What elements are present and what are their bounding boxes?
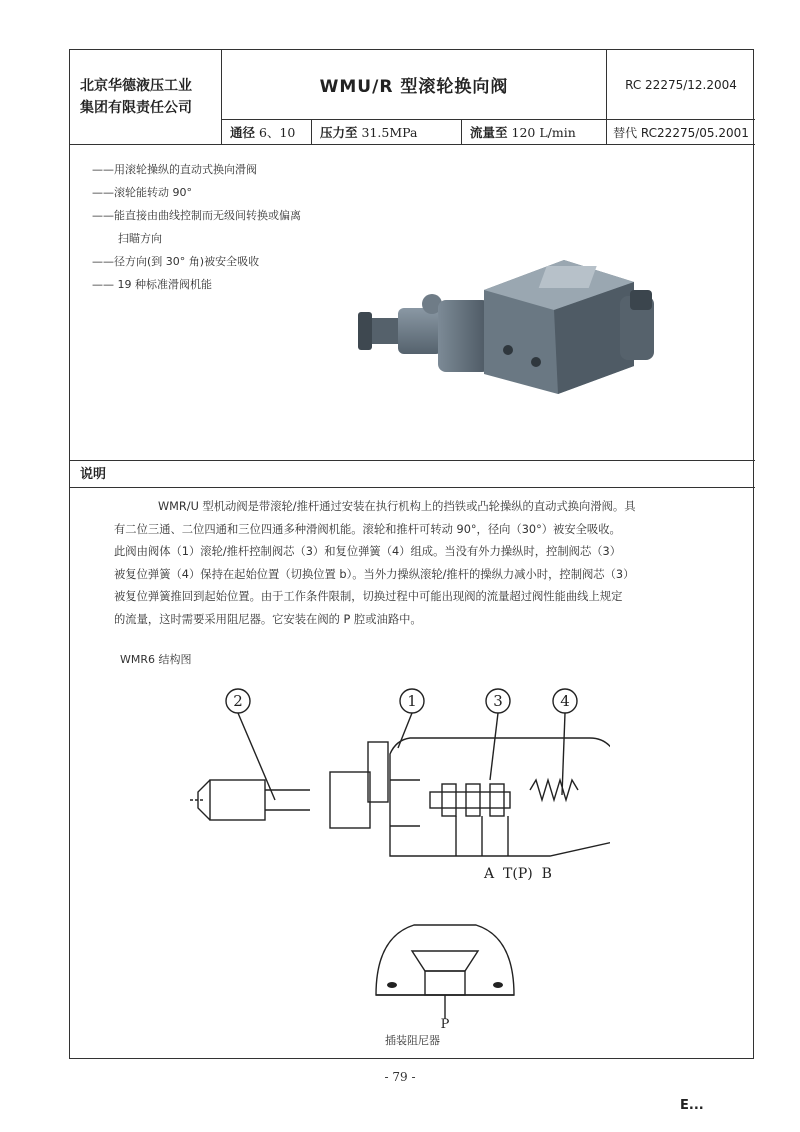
description-line: 被复位弹簧推回到起始位置。由于工作条件限制，切换过程中可能出现阀的流量超过阀性能曲线上规定	[114, 590, 623, 604]
description-line: 此阀由阀体（1）滚轮/推杆控制阀芯（3）和复位弹簧（4）组成。当没有外力操纵时，控制阀芯（3）	[114, 545, 622, 559]
section-divider-bottom	[70, 487, 755, 488]
spec-flow	[462, 120, 606, 145]
spec-size-value: 6、10	[259, 125, 296, 140]
feature-item: ——能直接由曲线控制而无级间转换或偏离	[92, 209, 301, 222]
corner-mark: E...	[680, 1098, 704, 1113]
spec-flow-label: 流量至	[470, 125, 508, 140]
damper-diagram	[370, 915, 520, 1030]
feature-item: ——滚轮能转动 90°	[92, 186, 192, 199]
feature-item: 扫瞄方向	[118, 232, 162, 245]
feature-list	[92, 158, 392, 296]
valve-photo	[358, 246, 658, 426]
feature-item: ——径方向(到 30° 角)被安全吸收	[92, 255, 260, 268]
page-title: WMU/R 型滚轮换向阀	[222, 50, 606, 120]
section-divider-top	[70, 460, 755, 461]
replaces-code: 替代 RC22275/05.2001	[606, 120, 755, 145]
page-frame	[69, 49, 754, 1059]
structure-diagram	[190, 680, 610, 880]
description-line: 有二位三通、二位四通和三位四通多种滑阀机能。滚轮和推杆可转动 90°，径向（30°）被安全吸收。	[114, 522, 621, 536]
damper-caption: 插装阻尼器	[385, 1034, 440, 1047]
description-line: 被复位弹簧（4）保持在起始位置（切换位置 b）。当外力操纵滚轮/推杆的操纵力减小时，控制阀芯（3）	[114, 567, 635, 581]
feature-item: ——用滚轮操纵的直动式换向滑阀	[92, 163, 257, 176]
spec-size-label: 通径	[230, 125, 256, 140]
company-name	[70, 50, 222, 145]
callout-label: 4	[560, 692, 570, 710]
spec-flow-value: 120 L/min	[511, 124, 576, 140]
section-title: 说明	[80, 467, 107, 482]
description-paragraph	[114, 496, 714, 632]
spec-size	[222, 120, 312, 145]
callout-label: 2	[233, 692, 243, 710]
spec-pressure-label: 压力至	[320, 125, 358, 140]
feature-item: —— 19 种标准滑阀机能	[92, 278, 212, 291]
company-line1: 北京华德液压工业	[80, 78, 192, 94]
spec-pressure-value: 31.5MPa	[361, 124, 418, 140]
document-code: RC 22275/12.2004	[606, 50, 755, 120]
spec-pressure	[312, 120, 462, 145]
description-line: WMR/U 型机动阀是带滚轮/推杆通过安装在执行机构上的挡铁或凸轮操纵的直动式换向滑阀。具	[158, 500, 636, 513]
company-line2: 集团有限责任公司	[80, 100, 192, 116]
page-number: - 79 -	[384, 1070, 416, 1084]
port-labels: A T(P) B	[484, 866, 552, 880]
callout-label: 3	[493, 692, 503, 710]
damper-port-label: P	[440, 1017, 450, 1030]
structure-diagram-caption: WMR6 结构图	[120, 653, 192, 666]
description-line: 的流量，这时需要采用阻尼器。它安装在阀的 P 腔或油路中。	[114, 612, 422, 626]
callout-label: 1	[407, 692, 417, 710]
